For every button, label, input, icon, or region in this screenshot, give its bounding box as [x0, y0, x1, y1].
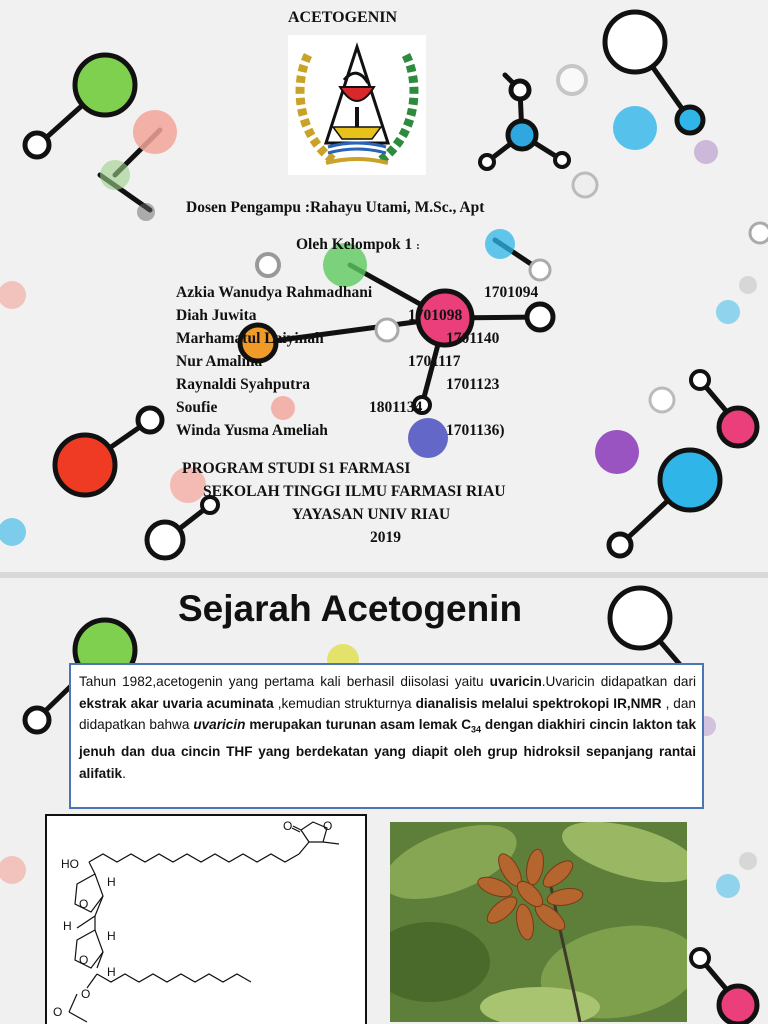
member-name: Raynaldi Syahputra — [176, 376, 310, 393]
group-label-colon: : — [416, 240, 420, 252]
slide-title: ACETOGENIN — [288, 9, 398, 26]
member-name: Marhamatul Laiyinah — [176, 330, 324, 347]
group-label — [296, 236, 420, 254]
text-run: Tahun 1982,acetogenin yang pertama kali berhasil diisolasi yaitu — [79, 674, 490, 689]
lecturer-line: Dosen Pengampu :Rahayu Utami, M.Sc., Apt — [186, 199, 485, 216]
text-run: . — [122, 765, 126, 781]
institution-logo — [288, 35, 426, 175]
uvaria-fruit-photo — [390, 822, 687, 1022]
history-slide — [0, 578, 768, 1024]
member-id: 1701136) — [446, 422, 505, 439]
member-id: 1701140 — [446, 330, 500, 347]
chemical-structure-icon — [47, 816, 365, 1024]
structure-label: O — [79, 953, 89, 967]
structure-label: H — [107, 875, 116, 889]
year-line: 2019 — [370, 529, 401, 546]
text-run-bold: merupakan turunan asam lemak C — [245, 717, 472, 732]
member-id: 1701123 — [446, 376, 500, 393]
foundation-line: YAYASAN UNIV RIAU — [292, 506, 451, 523]
text-run-bold: dengan diakhiri cincin lakton tak jenuh dan dua cincin THF yang berdekatan yang diapit oleh grup hidroksil sepanjang rantai alifatik — [79, 717, 697, 781]
member-id: 1701117 — [408, 353, 461, 370]
subscript: 34 — [471, 724, 482, 735]
structure-label: O — [79, 897, 89, 911]
history-text-box — [69, 663, 704, 809]
member-name: Diah Juwita — [176, 307, 257, 324]
school-line: SEKOLAH TINGGI ILMU FARMASI RIAU — [203, 483, 506, 500]
structure-label: H — [107, 929, 116, 943]
text-run-bold-italic: uvaricin — [193, 717, 246, 732]
member-id: 1701094 — [484, 284, 539, 301]
group-label-text: Oleh Kelompok 1 — [296, 236, 413, 253]
structure-label: O — [53, 1005, 63, 1019]
crest-icon — [288, 35, 426, 175]
member-name: Nur Amalina — [176, 353, 263, 370]
member-name: Azkia Wanudya Rahmadhani — [176, 284, 373, 301]
structure-label: HO — [61, 857, 79, 871]
text-run: , dan didapatkan bahwa — [79, 695, 696, 732]
member-name: Winda Yusma Ameliah — [176, 422, 328, 439]
text-run: ,kemudian strukturnya — [273, 695, 416, 711]
program-line: PROGRAM STUDI S1 FARMASI — [182, 460, 411, 477]
text-run-bold: dianalisis melalui spektrokopi IR,NMR — [415, 695, 662, 711]
structure-label: H — [63, 919, 72, 933]
text-run-bold: ekstrak akar uvaria acuminata — [79, 695, 274, 711]
text-run: .Uvaricin didapatkan dari — [541, 674, 696, 689]
member-name: Soufie — [176, 399, 218, 416]
slide-heading: Sejarah Acetogenin — [178, 588, 523, 629]
fruit-photo-icon — [390, 822, 687, 1022]
member-id: 1701098 — [408, 307, 463, 324]
structure-label: H — [107, 965, 116, 979]
structure-label: O — [283, 819, 293, 833]
uvaricin-structure-figure — [45, 814, 367, 1024]
text-run-bold: uvaricin — [489, 674, 542, 689]
structure-label: O — [81, 987, 91, 1001]
structure-label: O — [323, 819, 333, 833]
member-id: 1801134 — [369, 399, 423, 416]
